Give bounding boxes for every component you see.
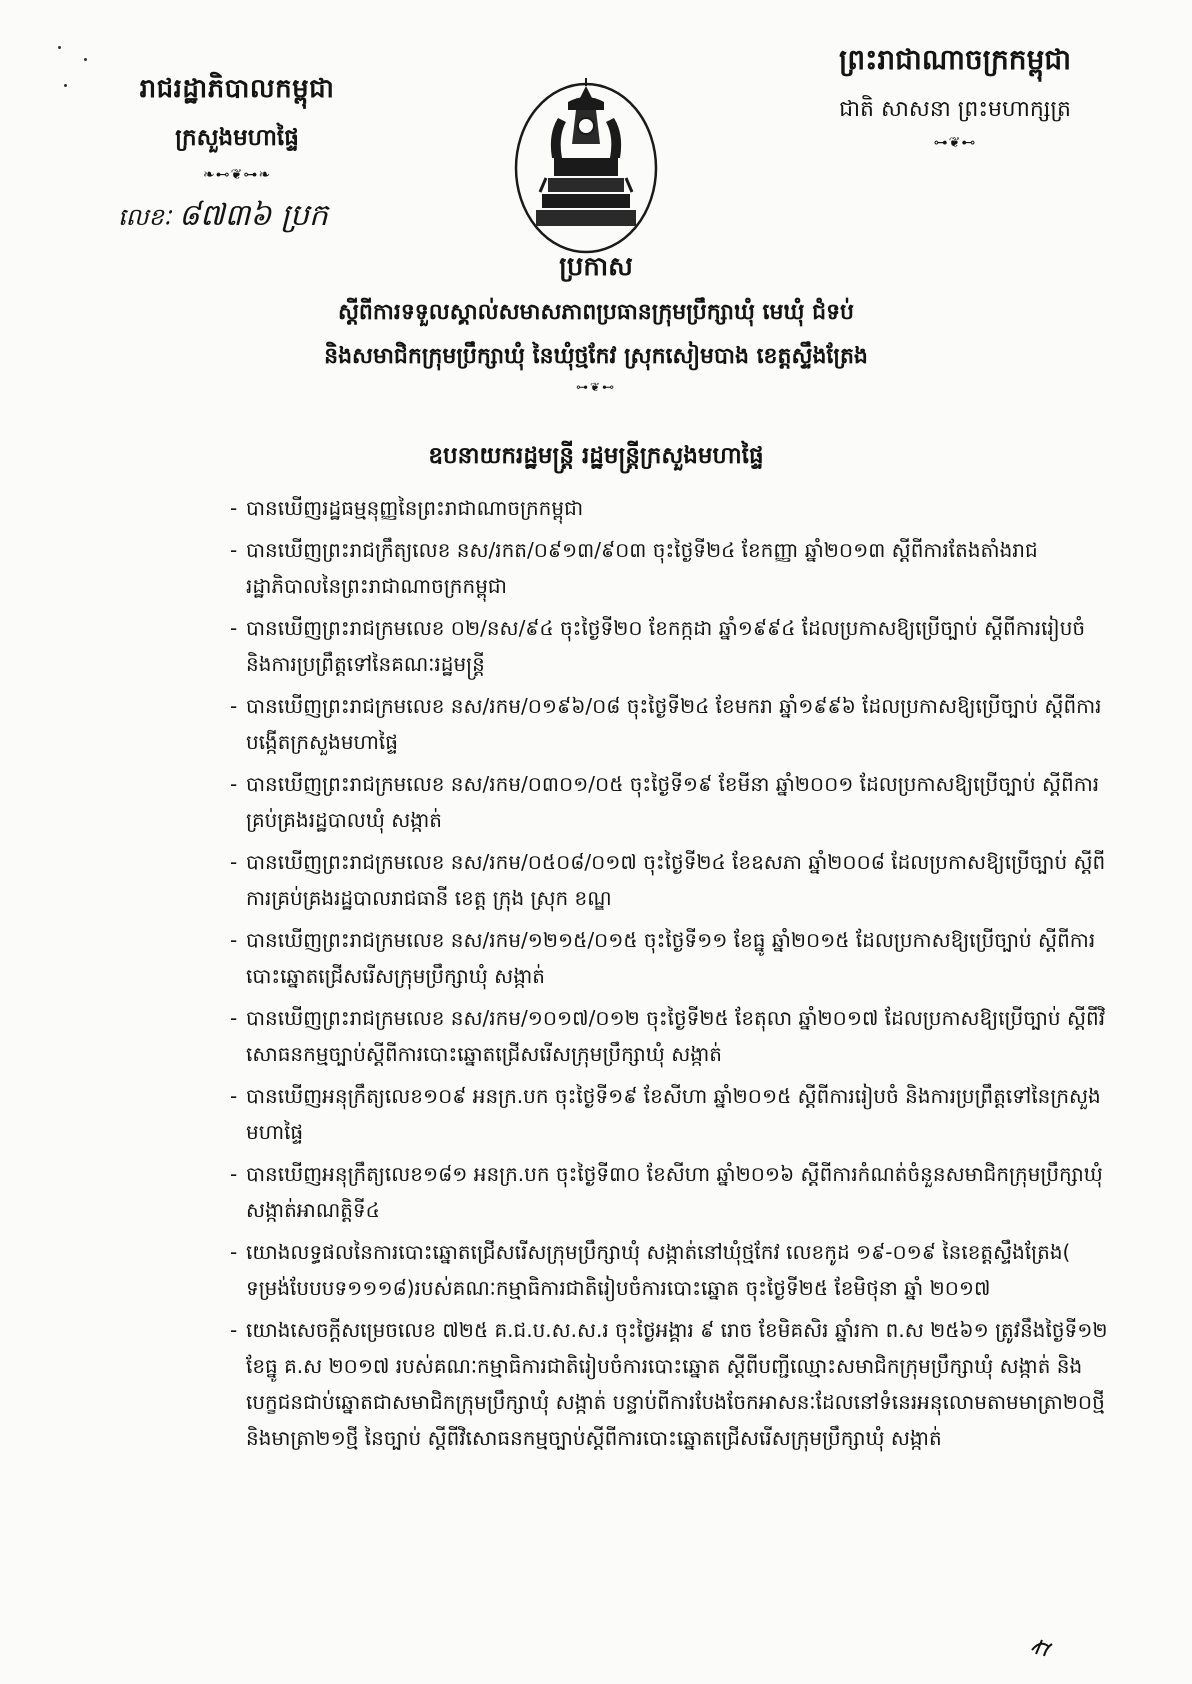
list-item: - បានឃើញអនុក្រឹត្យលេខ១០៩ អនក្រ.បក ចុះថ្ងៃទី១៩ ខែសីហា ឆ្នាំ២០១៥ ស្តីពីការរៀបចំ និងការប្រព្រឹត្តទៅនៃក្រសួងមហាផ្ទៃ <box>230 1078 1112 1150</box>
subject-line-2: និងសមាជិកក្រុមប្រឹក្សាឃុំ នៃឃុំថ្មកែវ ស្រុកសៀមបាង ខេត្តស្ទឹងត្រែង <box>324 344 868 369</box>
issuer-header <box>92 72 382 183</box>
handwritten-initials-icon <box>1028 1636 1054 1658</box>
reference-label: លេខៈ <box>118 203 172 231</box>
list-item: - បានឃើញព្រះរាជក្រមលេខ នស/រកម/១២១៥/០១៥ ចុះថ្ងៃទី១១ ខែធ្នូ ឆ្នាំ២០១៥ ដែលប្រកាសឱ្យប្រើច្បាប់ ស្តីពីការបោះឆ្នោតជ្រើសរើសក្រុមប្រឹក្សាឃុំ សង្កាត់ <box>230 922 1112 994</box>
title-divider: ⊶❦⊷ <box>575 380 617 394</box>
scan-speck <box>58 46 61 49</box>
national-motto: ជាតិ សាសនា ព្រះមហាក្សត្រ <box>839 97 1071 122</box>
list-item: - បានឃើញរដ្ឋធម្មនុញ្ញនៃព្រះរាជាណាចក្រកម្ពុជា <box>230 490 1112 526</box>
legal-basis-list <box>230 490 1112 1462</box>
list-item: - បានឃើញអនុក្រឹត្យលេខ១៨១ អនក្រ.បក ចុះថ្ងៃទី៣០ ខែសីហា ឆ្នាំ២០១៦ ស្តីពីការកំណត់ចំនួនសមាជិកក្រុមប្រឹក្សាឃុំ សង្កាត់អាណត្តិទី៤ <box>230 1156 1112 1228</box>
scan-speck <box>84 58 87 61</box>
list-item: - បានឃើញព្រះរាជក្រមលេខ នស/រកម/០៥០៨/០១៧ ចុះថ្ងៃទី២៤ ខែឧសភា ឆ្នាំ២០០៨ ដែលប្រកាសឱ្យប្រើច្បាប់ ស្តីពីការគ្រប់គ្រងរដ្ឋបាលរាជធានី ខេត្ត ក្រុង ស្រុក ខណ្ឌ <box>230 844 1112 916</box>
list-item: - យោងសេចក្តីសម្រេចលេខ ៧២៥ គ.ជ.ប.ស.ស.រ ចុះថ្ងៃអង្គារ ៩ រោច ខែមិគសិរ ឆ្នាំរកា ព.ស ២៥៦១ ត្រូវនឹងថ្ងៃទី១២ ខែធ្នូ គ.ស ២០១៧ របស់គណៈកម្មាធិការជាតិរៀបចំការបោះឆ្នោត ស្តីពីបញ្ជីឈ្មោះសមាជិកក្រុមប្រឹក្សាឃុំ សង្កាត់ និងបេក្ខជនជាប់ឆ្នោតជាសមាជិកក្រុមប្រឹក្សាឃុំ សង្កាត់ បន្ទាប់ពីការបែងចែកអាសនៈដែលនៅទំនេរអនុលោមតាមមាត្រា២០ថ្មី និងមាត្រា២១ថ្មី នៃច្បាប់ ស្តីពីវិសោធនកម្មច្បាប់ស្តីពីការបោះឆ្នោតជ្រើសរើសក្រុមប្រឹក្សាឃុំ សង្កាត់ <box>230 1312 1112 1456</box>
list-item: - បានឃើញព្រះរាជក្រមលេខ នស/រកម/០៣០១/០៥ ចុះថ្ងៃទី១៩ ខែមីនា ឆ្នាំ២០០១ ដែលប្រកាសឱ្យប្រើច្បាប់ ស្តីពីការគ្រប់គ្រងរដ្ឋបាលឃុំ សង្កាត់ <box>230 766 1112 838</box>
title-block <box>150 250 1042 394</box>
scan-speck <box>64 84 67 87</box>
list-item: - បានឃើញព្រះរាជក្រមលេខ នស/រកម/១០១៧/០១២ ចុះថ្ងៃទី២៥ ខែតុលា ឆ្នាំ២០១៧ ដែលប្រកាសឱ្យប្រើច្បាប់ ស្តីពីវិសោធនកម្មច្បាប់ស្តីពីការបោះឆ្នោតជ្រើសរើសក្រុមប្រឹក្សាឃុំ សង្កាត់ <box>230 1000 1112 1072</box>
ministry-name: ក្រសួងមហាផ្ទៃ <box>175 125 299 151</box>
reference-value: ៨៧៣៦ ប្រក <box>178 198 328 233</box>
subject-line-1: ស្តីពីការទទួលស្គាល់សមាសភាពប្រធានក្រុមប្រឹក្សាឃុំ មេឃុំ ជំទប់ <box>337 300 854 325</box>
reference-number <box>118 196 328 240</box>
list-item: - យោងលទ្ធផលនៃការបោះឆ្នោតជ្រើសរើសក្រុមប្រឹក្សាឃុំ សង្កាត់នៅឃុំថ្មកែវ លេខកូដ ១៩-០១៩ នៃខេត្តស្ទឹងត្រែង( ទម្រង់បែបបទ១១១៨)របស់គណៈកម្មាធិការជាតិរៀបចំការបោះឆ្នោត ចុះថ្ងៃទី២៥ ខែមិថុនា ឆ្នាំ ២០១៧ <box>230 1234 1112 1306</box>
minister-title: ឧបនាយករដ្ឋមន្ត្រី រដ្ឋមន្ត្រីក្រសួងមហាផ្ទៃ <box>428 443 764 469</box>
motto-ornament: ⊶❦⊷ <box>933 135 977 151</box>
header-ornament: ❧⊷❦⊶❧ <box>202 167 272 183</box>
kingdom-name: ព្រះរាជាណាចក្រកម្ពុជា <box>838 43 1071 76</box>
list-item: - បានឃើញព្រះរាជក្រមលេខ ០២/នស/៩៤ ចុះថ្ងៃទី២០ ខែកក្កដា ឆ្នាំ១៩៩៤ ដែលប្រកាសឱ្យប្រើច្បាប់ ស្តីពីការរៀបចំ និងការប្រព្រឹត្តទៅនៃគណៈរដ្ឋមន្ត្រី <box>230 610 1112 682</box>
royal-arms-emblem-icon <box>506 74 666 254</box>
list-item: - បានឃើញព្រះរាជក្រឹត្យលេខ នស/រកត/០៩១៣/៩០៣ ចុះថ្ងៃទី២៤ ខែកញ្ញា ឆ្នាំ២០១៣ ស្តីពីការតែងតាំងរាជរដ្ឋាភិបាលនៃព្រះរាជាណាចក្រកម្ពុជា <box>230 532 1112 604</box>
list-item: - បានឃើញព្រះរាជក្រមលេខ នស/រកម/០១៩៦/០៨ ចុះថ្ងៃទី២៤ ខែមករា ឆ្នាំ១៩៩៦ ដែលប្រកាសឱ្យប្រើច្បាប់ ស្តីពីការបង្កើតក្រសួងមហាផ្ទៃ <box>230 688 1112 760</box>
kingdom-header <box>790 42 1120 151</box>
government-name: រាជរដ្ឋាភិបាលកម្ពុជា <box>139 74 335 104</box>
document-type: ប្រកាស <box>559 252 633 282</box>
